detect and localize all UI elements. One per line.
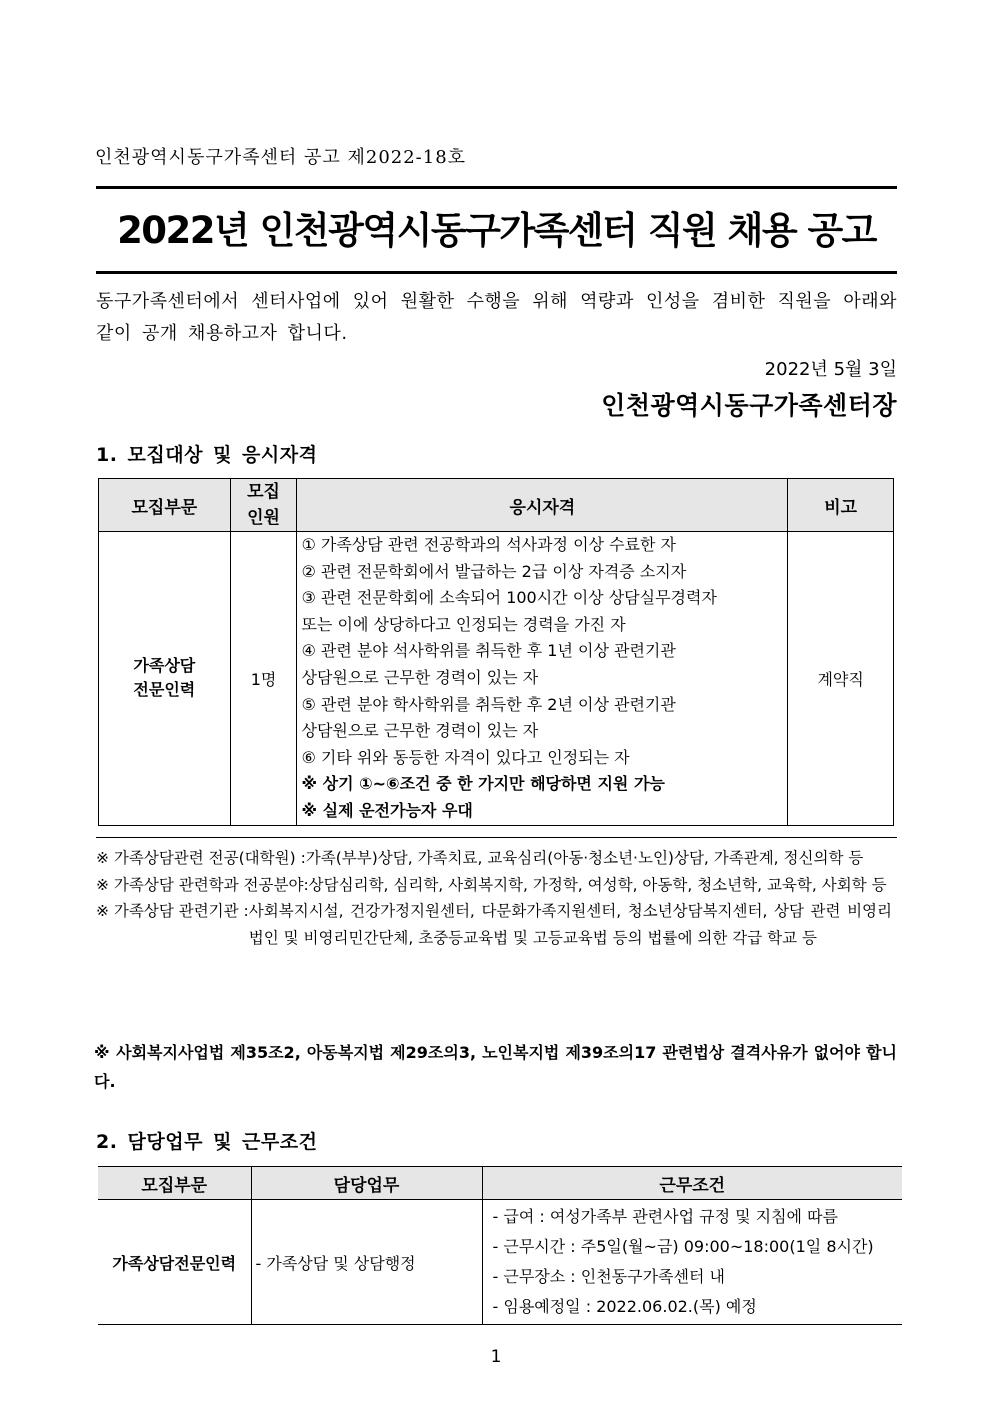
qualification-item: 상담원으로 근무한 경력이 있는 자: [301, 667, 539, 687]
header-dept: 모집부문: [99, 479, 231, 532]
note-key: ※ 가족상담 관련학과 전공분야:: [96, 875, 309, 894]
header-duty: 담당업무: [251, 1167, 482, 1200]
header-count: [230, 479, 297, 532]
dept-cell: [99, 532, 231, 826]
notice-number: 인천광역시동구가족센터 공고 제2022-18호: [95, 147, 467, 168]
note-key: ※ 가족상담 관련기관 :: [96, 902, 249, 920]
qualification-bold-note: ※ 실제 운전가능자 우대: [301, 800, 473, 820]
notice-date: 2022년 5월 3일: [764, 359, 897, 380]
note-value: 가족(부부)상담, 가족치료, 교육심리(아동·청소년·노인)상담, 가족관계, 정신의학 등: [305, 849, 864, 867]
section2-heading: 2. 담당업무 및 근무조건: [96, 1131, 318, 1153]
dept-line1: 가족상담: [133, 656, 196, 676]
title-top-rule: [96, 186, 897, 189]
header-count-line1: 모집: [247, 482, 280, 502]
note-value: 상담심리학, 심리학, 사회복지학, 가정학, 여성학, 아동학, 청소년학, 교육학, 사회학 등: [308, 875, 887, 894]
dept-cell: 가족상담전문인력: [98, 1200, 251, 1325]
title-bottom-rule: [96, 271, 897, 274]
table-row: [98, 1200, 902, 1325]
qualification-item: 또는 이에 상당하다고 인정되는 경력을 가진 자: [301, 614, 626, 634]
header-conditions: 근무조건: [482, 1167, 902, 1200]
qualification-item: ③ 관련 전문학회에 소속되어 100시간 이상 상담실무경력자: [301, 588, 717, 608]
page-title: 2022년 인천광역시동구가족센터 직원 채용 공고: [117, 209, 876, 252]
table-header-row: [98, 1167, 902, 1200]
header-count-line2: 인원: [247, 508, 280, 528]
note-item: [96, 845, 892, 872]
header-qualification: 응시자격: [297, 479, 788, 532]
note-value: 사회복지시설, 건강가정지원센터, 다문화가족지원센터, 청소년상담복지센터, 상담 관련 비영리법인 및 비영리민간단체, 초중등교육법 및 고등교육법 등의 법률에 의한 각급 학교 등: [248, 902, 892, 947]
qualification-cell: [297, 532, 788, 826]
table-header-row: [99, 479, 894, 532]
condition-item: - 근무장소 : 인천동구가족센터 내: [492, 1267, 725, 1286]
count-cell: 1명: [230, 532, 297, 826]
qualification-item: ⑤ 관련 분야 학사학위를 취득한 후 2년 이상 관련기관: [301, 694, 676, 714]
table-row: [99, 532, 894, 826]
remark-cell: 계약직: [788, 532, 894, 826]
qualification-item: 상담원으로 근무한 경력이 있는 자: [301, 721, 539, 741]
page-number: 1: [490, 1347, 502, 1367]
qualification-item: ⑥ 기타 위와 동등한 자격이 있다고 인정되는 자: [301, 747, 630, 767]
duty-cell: - 가족상담 및 상담행정: [251, 1200, 482, 1325]
conditions-cell: [482, 1200, 902, 1325]
note-item: [96, 898, 892, 951]
table-bottom-rule: [96, 837, 897, 838]
note-item: [96, 872, 892, 899]
dept-line2: 전문인력: [133, 680, 196, 700]
qualification-bold-note: ※ 상기 ①~⑥조건 중 한 가지만 해당하면 지원 가능: [301, 774, 665, 794]
section1-heading: 1. 모집대상 및 응시자격: [96, 444, 318, 466]
legal-note: ※ 사회복지사업법 제35조2, 아동복지법 제29조의3, 노인복지법 제39조의17 관련법상 결격사유가 없어야 합니다.: [94, 1043, 897, 1091]
header-remarks: 비고: [788, 479, 894, 532]
note-key: ※ 가족상담관련 전공(대학원) :: [96, 849, 306, 867]
condition-item: - 임용예정일 : 2022.06.02.(목) 예정: [492, 1297, 757, 1316]
notes-block: [96, 845, 892, 951]
recruitment-table: [98, 478, 894, 826]
condition-item: - 급여 : 여성가족부 관련사업 규정 및 지침에 따름: [492, 1207, 839, 1226]
duty-table: [98, 1166, 902, 1325]
condition-item: - 근무시간 : 주5일(월~금) 09:00~18:00(1일 8시간): [492, 1237, 874, 1256]
intro-paragraph: 동구가족센터에서 센터사업에 있어 원활한 수행을 위해 역량과 인성을 겸비한 직원을 아래와 같이 공개 채용하고자 합니다.: [96, 291, 897, 344]
qualification-item: ② 관련 전문학회에서 발급하는 2급 이상 자격증 소지자: [301, 561, 687, 581]
qualification-item: ① 가족상담 관련 전공학과의 석사과정 이상 수료한 자: [301, 535, 677, 554]
qualification-item: ④ 관련 분야 석사학위를 취득한 후 1년 이상 관련기관: [301, 641, 676, 661]
signer: 인천광역시동구가족센터장: [601, 391, 897, 420]
header-dept: 모집부문: [98, 1167, 251, 1200]
